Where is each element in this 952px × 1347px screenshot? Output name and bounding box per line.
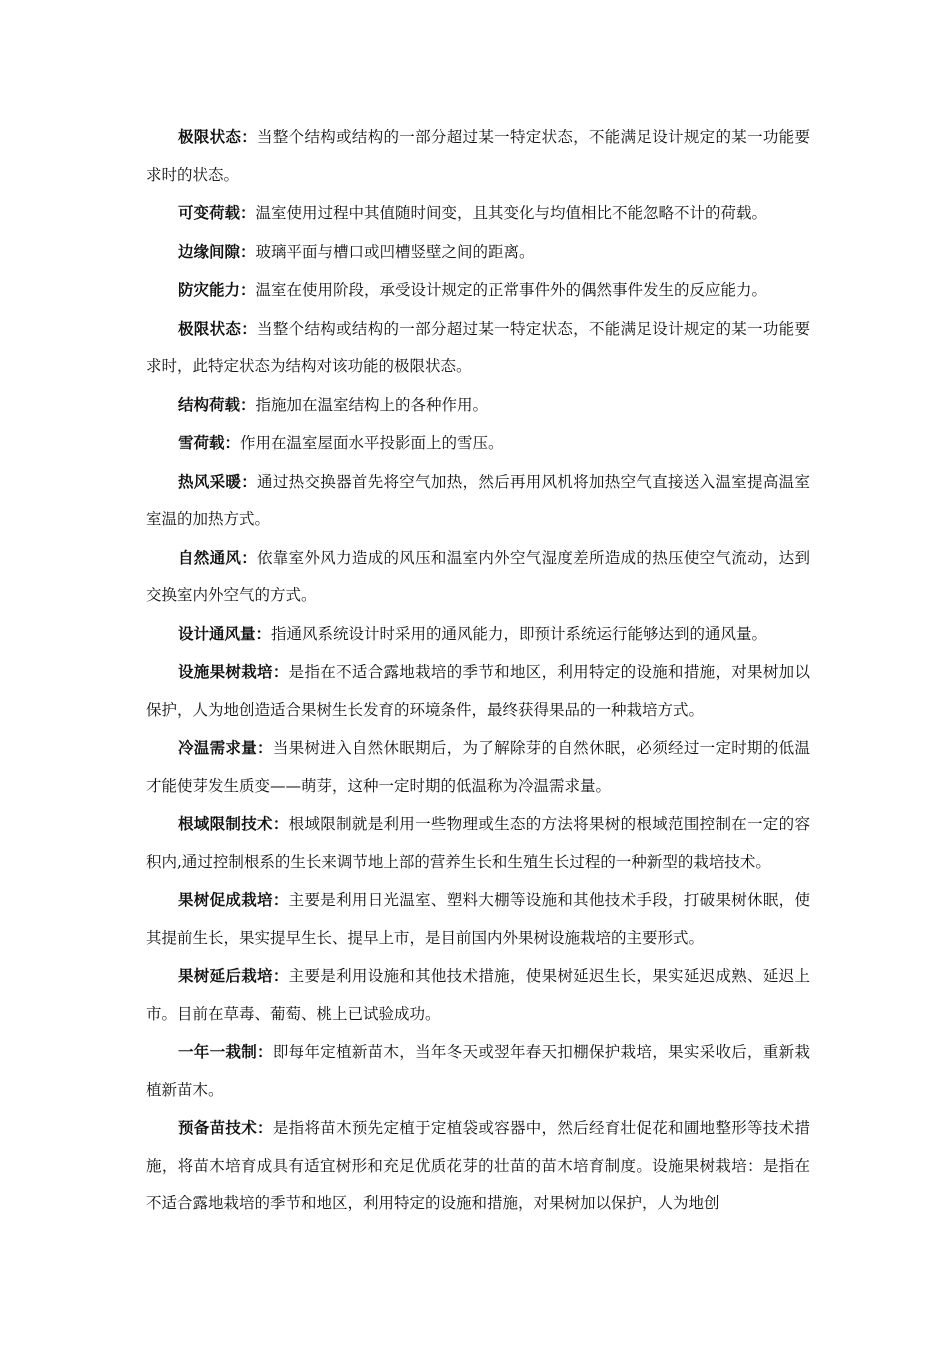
- definition-text: 依靠室外风力造成的风压和温室内外空气湿度差所造成的热压使空气流动，达到交换室内外空气的方式。: [146, 548, 810, 604]
- definition-term: 根域限制技术：: [178, 814, 289, 833]
- definition-paragraph: [146, 271, 810, 310]
- definition-text: 主要是利用设施和其他技术措施，使果树延迟生长，果实延迟成熟、延迟上市。目前在草毒、葡萄、桃上已试验成功。: [146, 967, 810, 1023]
- definition-text: 指通风系统设计时采用的通风能力，即预计系统运行能够达到的通风量。: [271, 624, 768, 643]
- definition-paragraph: [146, 310, 810, 386]
- definition-paragraph: [146, 729, 810, 805]
- definition-text: 当整个结构或结构的一部分超过某一特定状态，不能满足设计规定的某一功能要求时的状态。: [146, 128, 810, 184]
- definition-text: 是指将苗木预先定植于定植袋或容器中，然后经育壮促花和圃地整形等技术措施，将苗木培育成具有适宜树形和充足优质花芽的壮苗的苗木培育制度。设施果树栽培：是指在不适合露地栽培的季节和地区，利用特定的设施和措施，对果树加以保护，人为地创: [146, 1119, 810, 1212]
- definition-term: 设施果树栽培：: [178, 662, 289, 681]
- definition-paragraph: [146, 424, 810, 463]
- definition-text: 是指在不适合露地栽培的季节和地区，利用特定的设施和措施，对果树加以保护，人为地创造适合果树生长发育的环境条件，最终获得果品的一种栽培方式。: [146, 663, 810, 719]
- definition-term: 果树延后栽培：: [178, 966, 289, 985]
- definition-term: 防灾能力：: [178, 280, 256, 299]
- definition-term: 果树促成栽培：: [178, 890, 289, 909]
- definition-term: 设计通风量：: [178, 623, 272, 643]
- definition-text: 指施加在温室结构上的各种作用。: [255, 395, 489, 414]
- definition-term: 冷温需求量：: [178, 738, 273, 757]
- definition-paragraph: [146, 386, 810, 425]
- definition-paragraph: [146, 194, 810, 233]
- definition-term: 自然通风：: [178, 547, 258, 567]
- definition-text: 当整个结构或结构的一部分超过某一特定状态，不能满足设计规定的某一功能要求时，此特定状态为结构对该功能的极限状态。: [146, 319, 810, 375]
- definition-paragraph: [146, 1109, 810, 1223]
- definition-text: 根域限制就是利用一些物理或生态的方法将果树的根域范围控制在一定的容积内,通过控制根系的生长来调节地上部的营养生长和生殖生长过程的一种新型的栽培技术。: [146, 815, 810, 871]
- definition-term: 极限状态：: [178, 127, 258, 146]
- definition-paragraph: [146, 118, 810, 194]
- definition-paragraph: [146, 653, 810, 729]
- definition-paragraph: [146, 881, 810, 957]
- definition-text: 玻璃平面与槽口或凹槽竖壁之间的距离。: [255, 242, 535, 261]
- document-body: [146, 118, 810, 1223]
- definition-term: 热风采暖：: [178, 471, 258, 491]
- definition-term: 结构荷载：: [178, 394, 256, 414]
- definition-paragraph: [146, 957, 810, 1033]
- definition-paragraph: [146, 1033, 810, 1109]
- definition-text: 作用在温室屋面水平投影面上的雪压。: [240, 434, 504, 452]
- definition-text: 当果树进入自然休眠期后，为了解除芽的自然休眠，必须经过一定时期的低温才能使芽发生质变——萌芽，这种一定时期的低温称为冷温需求量。: [146, 739, 810, 795]
- definition-text: 通过热交换器首先将空气加热，然后再用风机将加热空气直接送入温室提高温室室温的加热方式。: [146, 472, 810, 528]
- definition-term: 雪荷载：: [178, 433, 241, 452]
- definition-term: 极限状态：: [178, 318, 258, 338]
- definition-paragraph: [146, 463, 810, 539]
- definition-text: 即每年定植新苗木，当年冬天或翌年春天扣棚保护栽培，果实采收后，重新栽植新苗木。: [146, 1043, 810, 1099]
- definition-paragraph: [146, 539, 810, 615]
- definition-term: 边缘间隙：: [178, 241, 256, 261]
- definition-term: 可变荷载：: [178, 203, 256, 222]
- definition-text: 主要是利用日光温室、塑料大棚等设施和其他技术手段，打破果树休眠，使其提前生长，果实提早生长、提早上市，是目前国内外果树设施栽培的主要形式。: [146, 891, 810, 947]
- definition-paragraph: [146, 805, 810, 881]
- definition-text: 温室在使用阶段，承受设计规定的正常事件外的偶然事件发生的反应能力。: [255, 281, 768, 299]
- definition-paragraph: [146, 615, 810, 654]
- definition-term: 预备苗技术：: [178, 1118, 273, 1137]
- definition-text: 温室使用过程中其值随时间变，且其变化与均值相比不能忽略不计的荷载。: [255, 204, 768, 222]
- definition-paragraph: [146, 233, 810, 272]
- definition-term: 一年一栽制：: [178, 1042, 273, 1061]
